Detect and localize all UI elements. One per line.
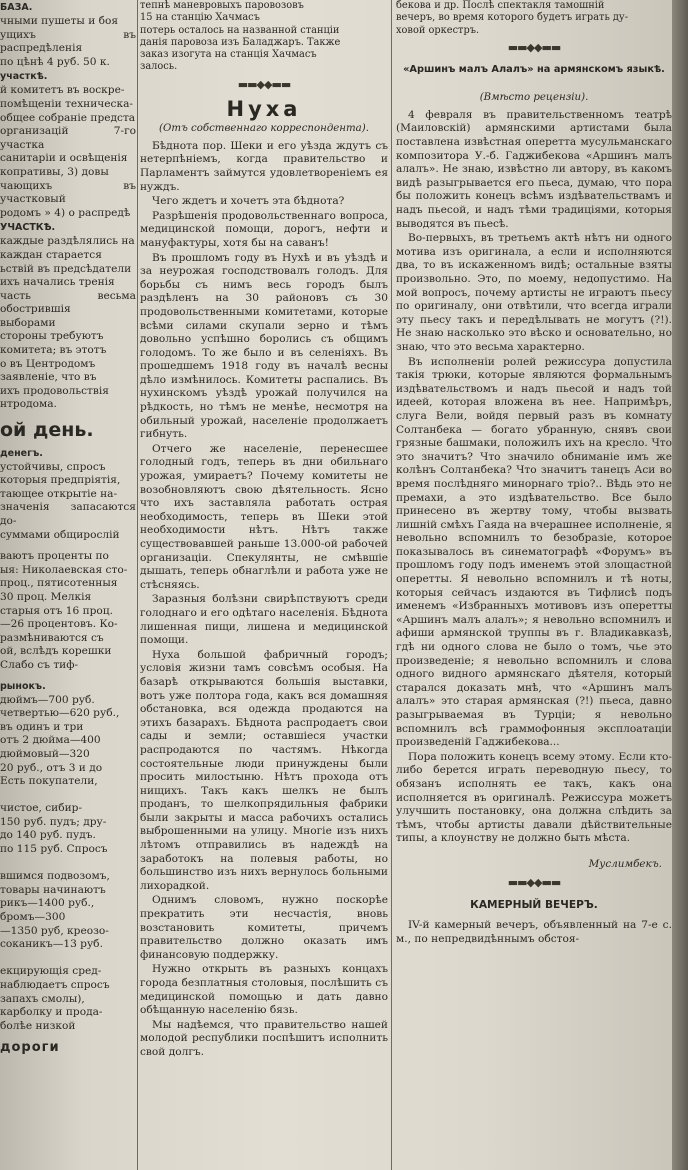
text-line: товары начинаютъ [0, 883, 106, 896]
paragraph: 4 февраля въ правительственномъ театрѣ (Маиловскій) армянскими артистами была поставлена извѣстная оперетта мусульманскаго композитора У.-б. Гаджибекова «Аршинъ малъ алалъ». Не знаю, извѣстно ли автору, въ какомъ видѣ разыгрывается его пьеса, думаю, что пора бы положить конецъ всѣмъ издѣвательствамъ и надъ пьесой, и надъ тѣми традиціями, которыя выводятся въ пьесѣ. [396, 108, 672, 230]
paragraph: Разрѣшенія продовольственнаго вопроса, медицинской помощи, дорогъ, нефти и мануфактуры, хотя бы на саванъ! [140, 209, 388, 249]
text-line: ховой оркестръ. [396, 24, 480, 36]
text-line: четвертью—620 руб., [0, 707, 120, 720]
text-line: дюймовый—320 [0, 747, 90, 760]
article-body [140, 140, 388, 1060]
text-line: й комитетъ въ воскре- [0, 84, 125, 97]
article-title: Нуха [226, 96, 302, 121]
text-line: выборами [0, 316, 56, 329]
ornament-divider: ▬▬◆◆▬▬ [237, 77, 291, 91]
text-line: ой, вслѣдъ корешки [0, 645, 112, 658]
text-line: вечеръ, во время которого будетъ играть ду- [396, 12, 629, 24]
paragraph: Пора положить конецъ всему этому. Если кто-либо берется играть переводную пьесу, то обязанъ исполнять ее такъ, какъ она исполняется въ оригиналѣ. Режиссура можетъ улучшить постановку, она должна слѣдить за тѣмъ, чтобы артисты давали дѣйствительные типы, а клоунству не должно быть мѣста. [396, 750, 672, 845]
text-line: ьствій въ предсѣдатели [0, 262, 132, 275]
text-line [0, 789, 136, 803]
section-lines [0, 461, 136, 543]
article-body [396, 109, 672, 846]
section-lines [0, 694, 136, 1034]
text-line [0, 952, 136, 966]
text-line: 20 руб., отъ 3 и до [0, 761, 103, 774]
text-line: екцирующія сред- [0, 965, 102, 978]
paragraph: Нуха большой фабричный городъ; условія жизни тамъ совсѣмъ особыя. На базарѣ открываются большія выставки, вотъ уже полтора года, какъ вся домашняя обстановка, вся одежда продаются на этихъ базарахъ. Бѣднота распродаетъ свои сады и земли; оставшіеся участки распродаются по частямъ. Нѣкогда состоятельные люди принуждены были просить милостыню. Нѣтъ прохода отъ нищихъ. Такъ какъ шелкъ не былъ проданъ, то шелкопрядильныя фабрики были закрыты и масса рабочихъ остались выброшенными на улицу. Многіе изъ нихъ лѣтомъ отправились въ надеждѣ на заработокъ на полевыя работы, но большинство изъ нихъ вернулось больными лихорадкой. [140, 648, 388, 892]
ornament-divider: ▬▬◆◆▬▬ [507, 40, 561, 54]
article-subtitle: (Отъ собственнаго корреспондента). [159, 122, 369, 134]
paragraph: Нужно открыть въ разныхъ концахъ города безплатныя столовыя, послѣшить съ медицинской помощью и дать давно обѣщанную населенію бязь. [140, 963, 388, 1017]
headline-day: ой день. [0, 419, 94, 442]
paragraph: Во-первыхъ, въ третьемъ актѣ нѣтъ ни одного мотива изъ оригинала, а если и исполняются два, то въ искаженномъ видѣ; остальные взяты произвольно. Это, по моему, недопустимо. На мой вопросъ, почему артисты не играютъ пьесу по оригиналу, они отвѣтили, что всегда играли эту пьесу такъ и передѣлывать не могутъ (?!). Не знаю насколько это вѣско и основательно, но знаю, что это весьма характерно. [396, 232, 672, 353]
paragraph: Однимъ словомъ, нужно поскорѣе прекратить эти несчастія, вновь возстановить комитеты, причемъ правительство должно оказать имъ финансовую поддержку. [140, 894, 388, 961]
text-line: санитаріи и освѣщенія [0, 152, 128, 165]
text-line: залось. [140, 61, 178, 73]
text-line: о въ Центродомъ [0, 357, 96, 370]
text-line: стороны требуютъ [0, 330, 104, 343]
text-line: рикъ—1400 руб., [0, 897, 95, 910]
concert-text: IV-й камерный вечеръ, объявленный на 7-е с. м., по непредвидѣннымъ обстоя- [396, 918, 672, 945]
text-line: родомъ » 4) о распредѣ [0, 206, 131, 219]
article-title: «Аршинъ малъ Алалъ» на армянскомъ языкѣ. [403, 63, 665, 75]
text-line: организацій 7-го участка [0, 125, 136, 151]
text-line: соканикъ—13 руб. [0, 938, 103, 951]
column-rule [137, 0, 138, 1170]
text-line: значенія запасаются до- [0, 501, 136, 527]
text-line: чистое, сибир- [0, 802, 83, 815]
paragraph: Отчего же населеніе, перенесшее голодный годъ, теперь въ дни обильнаго урожая, умираетъ? Почему комитеты не возобновляютъ свою дѣятельность. Ясно что ихъ заставляла работать острая необходимость, теперь въ Шеки этой необходимости нѣтъ. Нѣтъ также существовавшей раньше 13.000-ой рабочей организаціи. Спекулянты, не смѣвшіе дышать, теперь обнаглѣли и работа уже не стѣсняясь. [140, 442, 388, 591]
text-line: бекова и др. Послѣ спектакля тамошній [396, 0, 605, 11]
text-line: заказ изогута на станція Хачмасъ [140, 49, 317, 61]
article-continuation [396, 0, 672, 37]
text-line: потерь осталось на названной станціи [140, 24, 340, 36]
text-line: каждые раздѣлялись на [0, 235, 135, 248]
text-line: тающее открытіе на- [0, 487, 118, 500]
ornament-divider: ▬▬◆◆▬▬ [507, 875, 561, 889]
text-line: бромъ—300 [0, 911, 66, 924]
text-line: по цѣнѣ 4 руб. 50 к. [0, 55, 110, 68]
text-line: копративы, 3) довы [0, 165, 109, 178]
text-line: вшимся подвозомъ, [0, 870, 110, 883]
concert-title: КАМЕРНЫЙ ВЕЧЕРЪ. [470, 898, 598, 911]
text-line: ущихъ въ распредѣленія [0, 28, 136, 55]
middle-column [140, 0, 388, 1170]
text-line: проц., пятисотенныя [0, 577, 118, 590]
text-line: чающихъ въ участковый [0, 179, 136, 206]
text-line: наблюдаетъ спросъ [0, 979, 110, 991]
paragraph: Заразныя болѣзни свирѣпствуютъ среди голоднаго и его одѣтаго населенія. Бѣднота лишенная пищи, лишена и медицинской помощи. [140, 593, 388, 647]
section-title: БАЗА. [0, 2, 33, 13]
section-title: денегъ. [0, 447, 43, 459]
section-title: УЧАСТКѢ. [0, 222, 56, 234]
paragraph: Въ исполненіи ролей режиссура допустила такія трюки, которые являются формальнымъ издѣвательствомъ и надъ пьесой и надъ той идеей, которая вложена въ нее. Напримѣръ, слуга Вели, войдя первый разъ въ комнату Солтанбека — богато убранную, снявъ свои грязные башмаки, положилъ ихъ на кресло. Что это значитъ? Что значило обниманіе имъ же колѣнъ Солтанбека? Что значитъ танецъ Аси во время послѣдняго минорнаго тріо?.. Вѣдь это не премахи, а это издѣвательство. Все было принесено въ жертву тому, чтобы вызвать лишній смѣхъ Гаяда на вчерашнее исполненіе, я невольно вспомнилъ то безобразіе, которое показывалось въ синематографѣ «Форумъ» въ прошломъ году подъ именемъ этой злощастной оперетты. Я невольно вспомнилъ и тѣ ноты, которыя сейчасъ издаются въ Тифлисѣ подъ именемъ «Избранныхъ мотивовъ изъ оперетты «Аршинъ малъ алалъ»; я невольно вспомнилъ и афиши армянской труппы въ г. Владикавказѣ, гдѣ ни одного слова не было о томъ, чье это произведеніе; я невольно вспомнилъ и слова одного видного армянскаго дѣятеля, который старался доказать мнѣ, что «Аршинъ малъ алалъ» это старая армянская (?!) пьеса, давно разыгрываемая въ Турціи; я невольно вспомнилъ всѣ граммофонныя эксплоатаціи произведеній Гаджибекова... [396, 355, 672, 749]
page-edge [672, 0, 688, 1170]
text-line: дюймъ—700 руб. [0, 693, 95, 706]
text-line: въ одинъ и три [0, 720, 84, 733]
section-title: рынокъ. [0, 680, 46, 692]
text-line: отъ 2 дюйма—400 [0, 734, 101, 747]
text-line: Есть покупатели, [0, 775, 98, 788]
text-line: помѣщеніи техническа- [0, 97, 134, 110]
bottom-headline: дороги [0, 1040, 60, 1056]
text-line: суммами общирослій [0, 528, 120, 541]
text-line: часть весьма обострившія [0, 289, 136, 316]
section-lines [0, 550, 136, 672]
column-rule [391, 0, 392, 1170]
text-line: чными пушеты и боя [0, 15, 119, 27]
left-column [0, 0, 136, 1170]
section-lines [0, 15, 136, 69]
paragraph: Мы надѣемся, что правительство нашей молодой республики поспѣшитъ исполнить свой долгъ. [140, 1018, 388, 1058]
author-signature: Муслимбекъ. [588, 857, 662, 870]
text-line: Слабо съ тиф- [0, 658, 79, 671]
text-line: 150 руб. пудъ; дру- [0, 815, 107, 828]
paragraph: Чего ждетъ и хочетъ эта бѣднота? [152, 195, 345, 208]
article-continuation [140, 0, 388, 74]
text-line: тепнѣ маневровыхъ паровозовъ [140, 0, 304, 11]
text-line: устойчивы, спросъ [0, 460, 106, 473]
text-line: 30 проц. Мелкія [0, 590, 92, 603]
article-subtitle: (Вмѣсто рецензіи). [479, 91, 589, 103]
text-line: нтродома. [0, 398, 57, 411]
text-line: ихъ продовольствія [0, 384, 109, 397]
text-line: по 115 руб. Спросъ [0, 843, 108, 856]
text-line: каждан старается [0, 248, 102, 261]
text-line: данія паровоза изъ Баладжаръ. Также [140, 36, 341, 48]
text-line: карболку и прода- [0, 1006, 103, 1019]
section-lines [0, 84, 136, 220]
right-column [396, 0, 672, 1170]
text-line: заявленіе, что въ [0, 371, 97, 384]
text-line: общее собраніе предста [0, 111, 136, 124]
text-line: которыя предпріятія, [0, 474, 121, 487]
text-line: ыя: Николаевская сто- [0, 563, 128, 576]
text-line: размѣниваются съ [0, 631, 104, 644]
text-line: болѣе низкой [0, 1019, 76, 1032]
text-line: —1350 руб, креозо- [0, 924, 109, 937]
text-line: запахъ смолы), [0, 992, 85, 1005]
section-lines [0, 235, 136, 412]
text-line: старыя отъ 16 проц. [0, 604, 113, 617]
paragraph: Бѣднота пор. Шеки и его уѣзда ждутъ съ нетерпѣніемъ, когда правительство и Парламентъ займутся удовлетвореніемъ ея нуждъ. [140, 139, 388, 193]
text-line: ваютъ проценты по [0, 550, 109, 563]
section-title: участкѣ. [0, 71, 48, 83]
text-line: 15 на станцію Хачмасъ [140, 12, 260, 24]
text-line: комитета; въ этотъ [0, 344, 107, 357]
text-line: ихъ начались тренія [0, 276, 115, 289]
text-line [0, 857, 136, 871]
text-line: до 140 руб. пудъ. [0, 829, 96, 842]
paragraph: Въ прошломъ году въ Нухѣ и въ уѣздѣ и за неурожая господствовалъ голодъ. Для борьбы съ нимъ весь городъ былъ раздѣленъ на 30 районовъ съ 30 продовольственными комитетами, которые всѣми силами скупали зерно и тѣмъ довольно успѣшно боролись съ общимъ голодомъ. То же было и въ селеніяхъ. Въ прошедшемъ 1918 году въ началѣ весны дѣло измѣнилось. Комитеты распались. Въ нухинскомъ уѣздѣ урожай получился на рѣдкость, но тѣмъ не менѣе, несмотря на обильный урожай, населеніе продолжаетъ гибнуть. [140, 251, 388, 441]
text-line: —26 процентовъ. Ко- [0, 618, 118, 631]
